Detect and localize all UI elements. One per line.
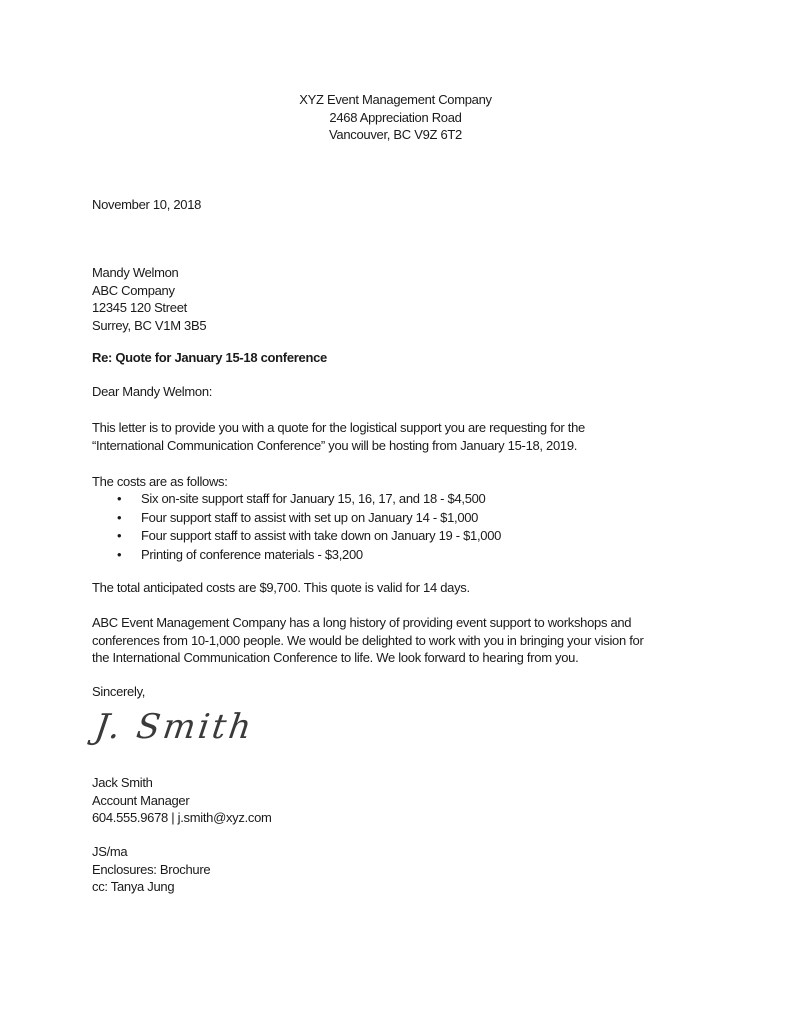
cost-item: • Four support staff to assist with set up on January 14 - $1,000 [92,509,501,528]
recipient-company: ABC Company [92,282,175,298]
letterhead [0,91,791,144]
company-paragraph [92,614,643,667]
recipient-street: 12345 120 Street [92,300,187,315]
recipient-name: Mandy Welmon [92,265,179,280]
closing: Sincerely, [92,684,146,699]
letter-date: November 10, 2018 [92,197,202,212]
cost-item: • Printing of conference materials - $3,200 [92,546,501,565]
reference-initials: JS/ma [92,844,128,859]
enclosures-line: Enclosures: Brochure [92,861,211,877]
paragraph-line: conferences from 10-1,000 people. We would be delighted to work with you in bringing your vision for [92,632,644,648]
intro-paragraph [92,419,585,454]
recipient-city: Surrey, BC V1M 3B5 [92,317,207,333]
recipient-block [92,264,206,334]
signature-script: J. Smith [92,707,257,747]
letterhead-company: XYZ Event Management Company [299,92,492,107]
sender-block [92,774,272,827]
costs-intro: The costs are as follows: [92,474,228,489]
paragraph-line: “International Communication Conference” you will be hosting from January 15-18, 2019. [92,437,578,453]
sender-contact: 604.555.9678 | j.smith@xyz.com [92,810,272,825]
sender-name: Jack Smith [92,775,153,790]
total-paragraph: The total anticipated costs are $9,700. This quote is valid for 14 days. [92,580,470,595]
paragraph-line: the International Communication Conference to life. We look forward to hearing from you. [92,650,579,665]
cost-item: • Six on-site support staff for January 15, 16, 17, and 18 - $4,500 [92,490,501,509]
cost-item: • Four support staff to assist with take down on January 19 - $1,000 [92,527,501,546]
footer-block [92,843,210,896]
paragraph-line: ABC Event Management Company has a long history of providing event support to workshops and [92,615,632,630]
subject-line: Re: Quote for January 15-18 conference [92,350,327,365]
cc-line: cc: Tanya Jung [92,879,175,894]
letterhead-street: 2468 Appreciation Road [329,109,462,125]
salutation: Dear Mandy Welmon: [92,384,213,399]
letterhead-city: Vancouver, BC V9Z 6T2 [329,127,462,142]
paragraph-line: This letter is to provide you with a quote for the logistical support you are requesting for the [92,420,585,435]
sender-title: Account Manager [92,792,190,808]
costs-list [92,490,501,564]
